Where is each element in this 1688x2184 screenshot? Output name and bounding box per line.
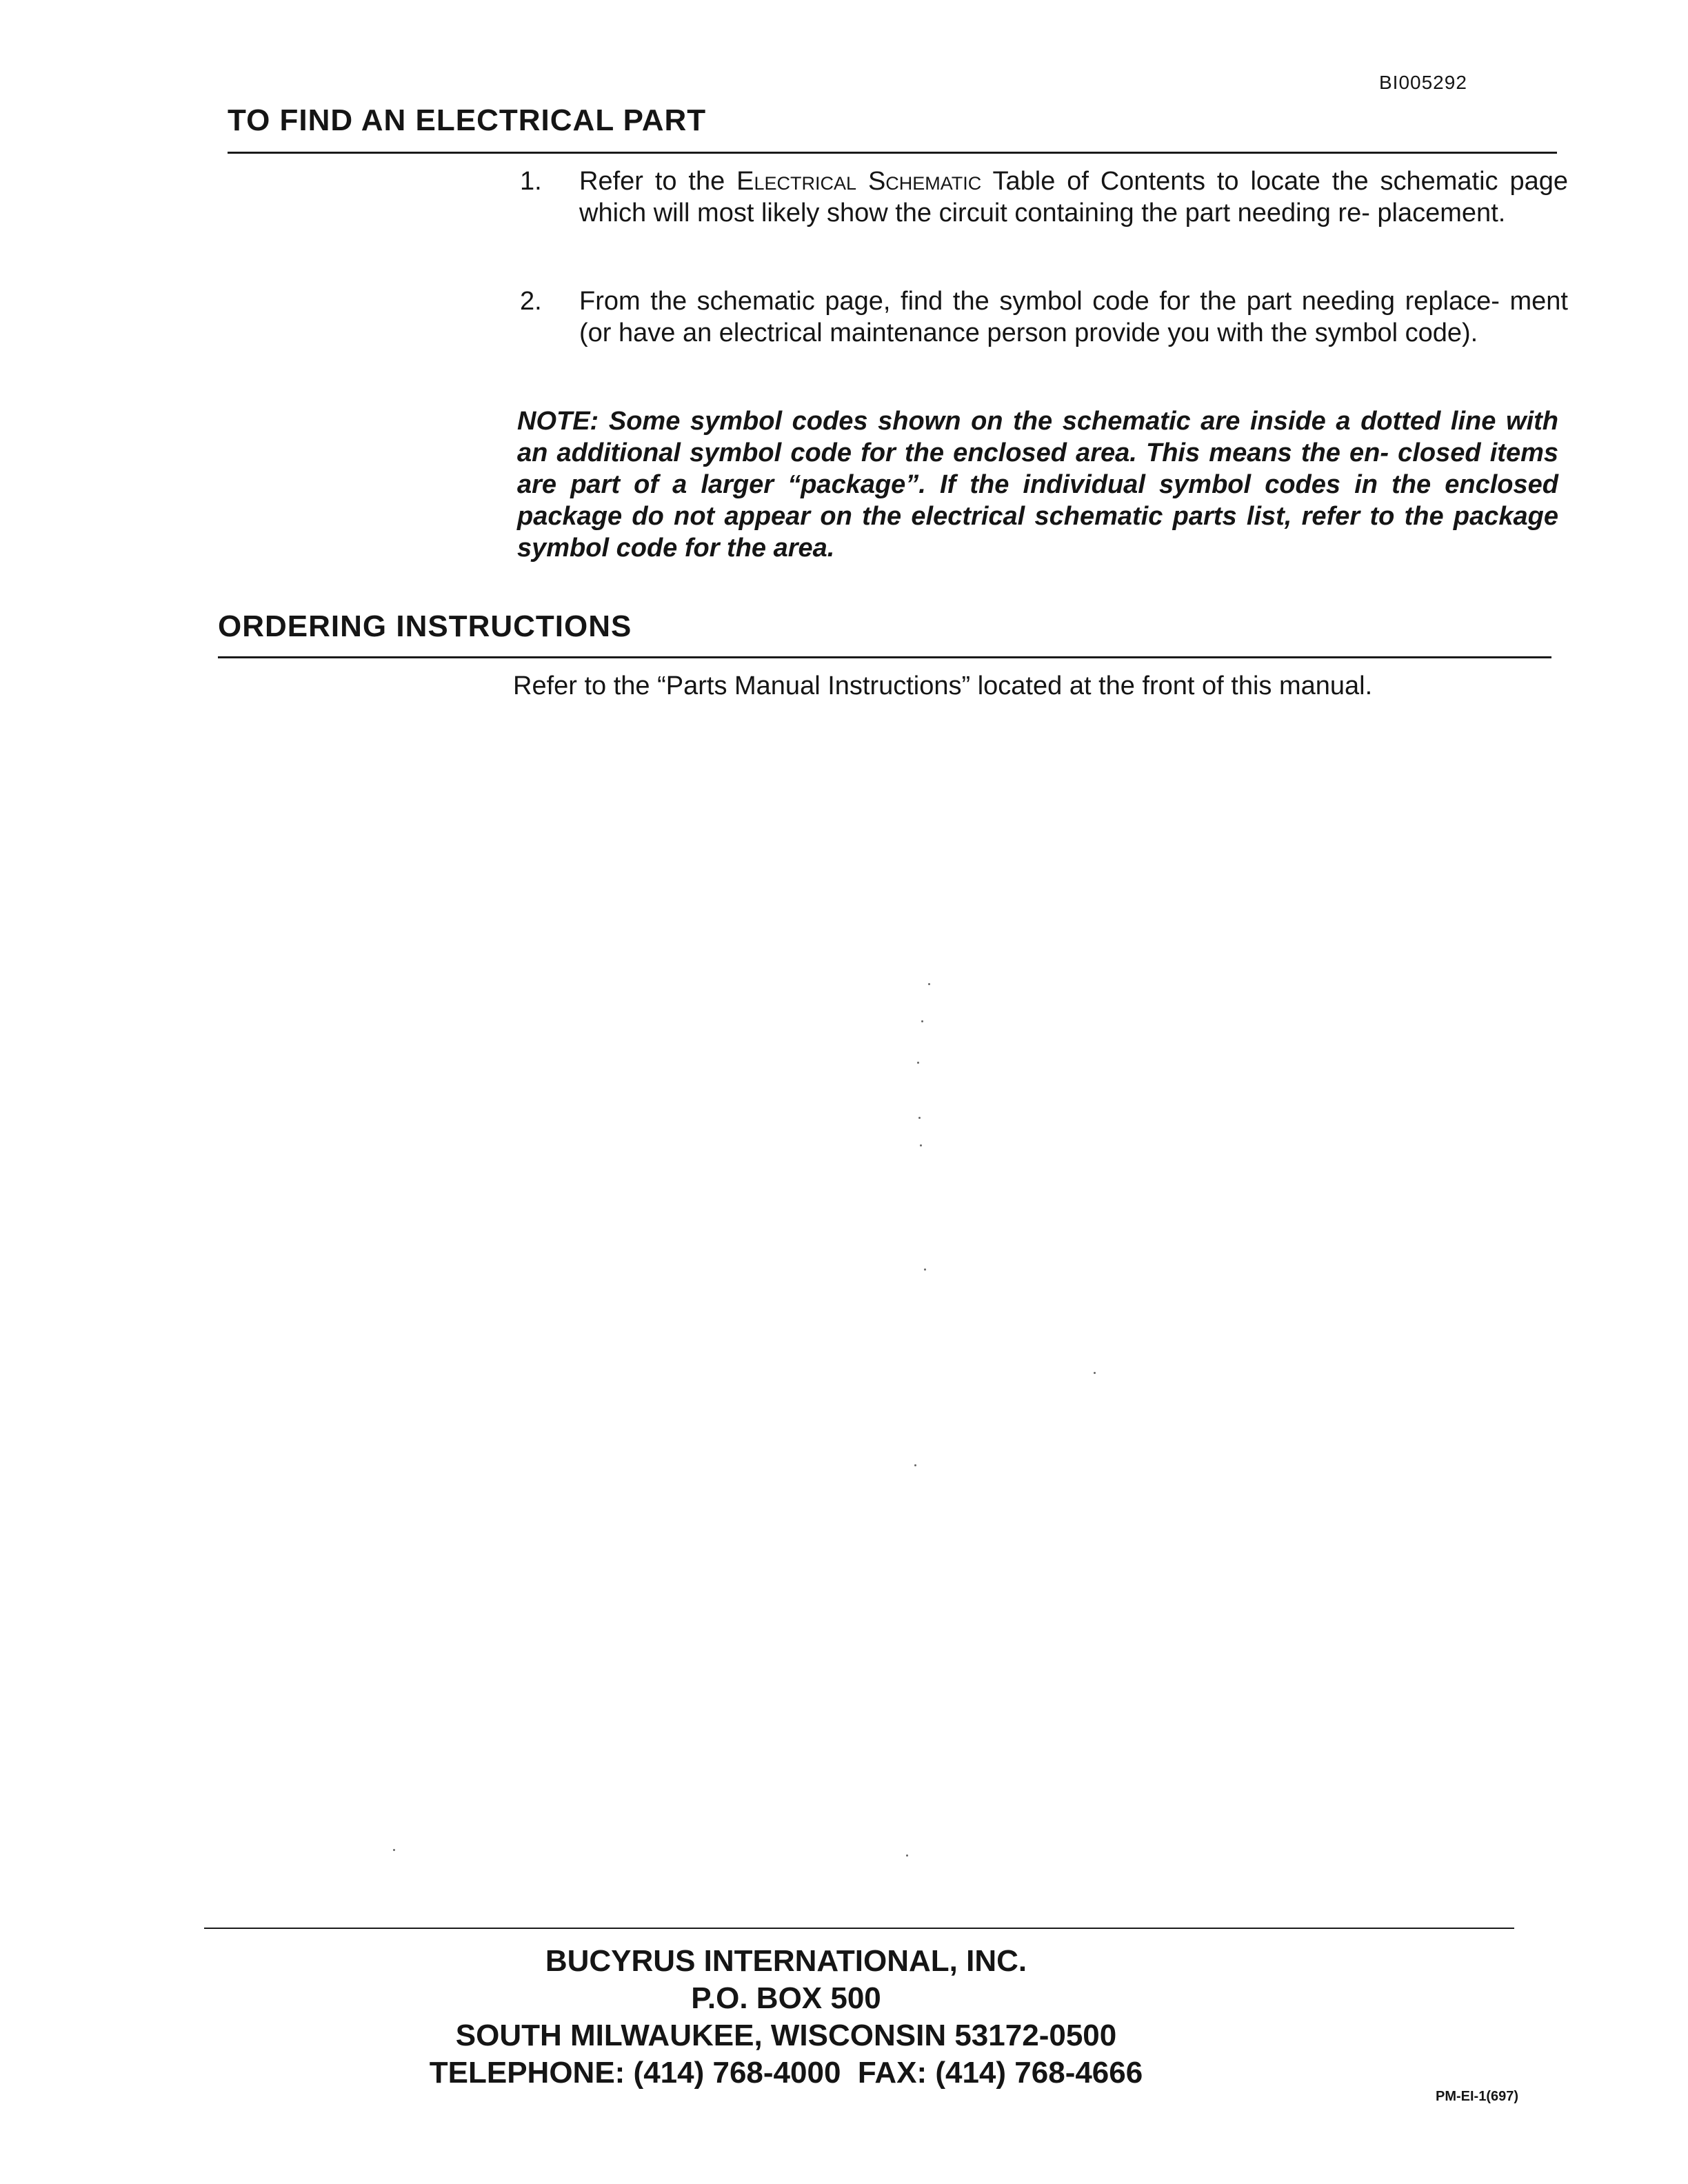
footer-rule bbox=[204, 1928, 1514, 1929]
ordering-rule bbox=[218, 656, 1551, 658]
find-part-heading: TO FIND AN ELECTRICAL PART bbox=[228, 103, 707, 137]
step-2-text: From the schematic page, find the symbol code for the part needing replace- ment (or have an electrical maintenance person provide you with the symbol code). bbox=[579, 287, 1568, 347]
footer-address-block bbox=[414, 1943, 1158, 2092]
scan-speck bbox=[924, 1268, 926, 1271]
city-state-zip: SOUTH MILWAUKEE, WISCONSIN 53172-0500 bbox=[455, 2019, 1117, 2052]
step-1-number: 1. bbox=[520, 167, 542, 196]
scan-speck bbox=[921, 1020, 923, 1022]
find-part-rule bbox=[228, 152, 1557, 154]
form-code: PM-EI-1(697) bbox=[1436, 2089, 1519, 2104]
note-paragraph: NOTE: Some symbol codes shown on the schematic are inside a dotted line with an additional symbol code for the enclosed area. This means the en- closed items are part of a larger “package”. If the individual symbol codes in the enclosed package do not appear on the electrical schematic parts list, refer to the package symbol code for the area. bbox=[517, 407, 1558, 563]
scan-speck bbox=[918, 1117, 921, 1119]
phone-fax: TELEPHONE: (414) 768-4000 FAX: (414) 768-4666 bbox=[429, 2056, 1143, 2090]
step-2 bbox=[520, 285, 1568, 349]
scan-speck bbox=[914, 1464, 916, 1466]
step-1-text-end: Table of Contents to locate the schematic page which will most likely show the circuit containing the part needing re- placement. bbox=[579, 167, 1568, 228]
step-1-text-start: Refer to the bbox=[579, 167, 737, 196]
step-2-number: 2. bbox=[520, 287, 542, 316]
scan-speck bbox=[920, 1144, 922, 1146]
scan-speck bbox=[393, 1849, 395, 1851]
scan-speck bbox=[928, 983, 930, 985]
scan-speck bbox=[906, 1854, 908, 1857]
scan-speck bbox=[1094, 1372, 1096, 1374]
ordering-heading: ORDERING INSTRUCTIONS bbox=[218, 609, 632, 643]
document-id: BI005292 bbox=[1379, 72, 1467, 93]
po-box: P.O. BOX 500 bbox=[691, 1981, 881, 2015]
step-1 bbox=[520, 165, 1568, 229]
electrical-schematic-reference: Electrical Schematic bbox=[736, 167, 982, 196]
step-1-text bbox=[579, 165, 1568, 229]
scan-speck bbox=[917, 1062, 919, 1064]
company-name: BUCYRUS INTERNATIONAL, INC. bbox=[545, 1944, 1027, 1978]
ordering-text: Refer to the “Parts Manual Instructions” located at the front of this manual. bbox=[513, 671, 1373, 700]
